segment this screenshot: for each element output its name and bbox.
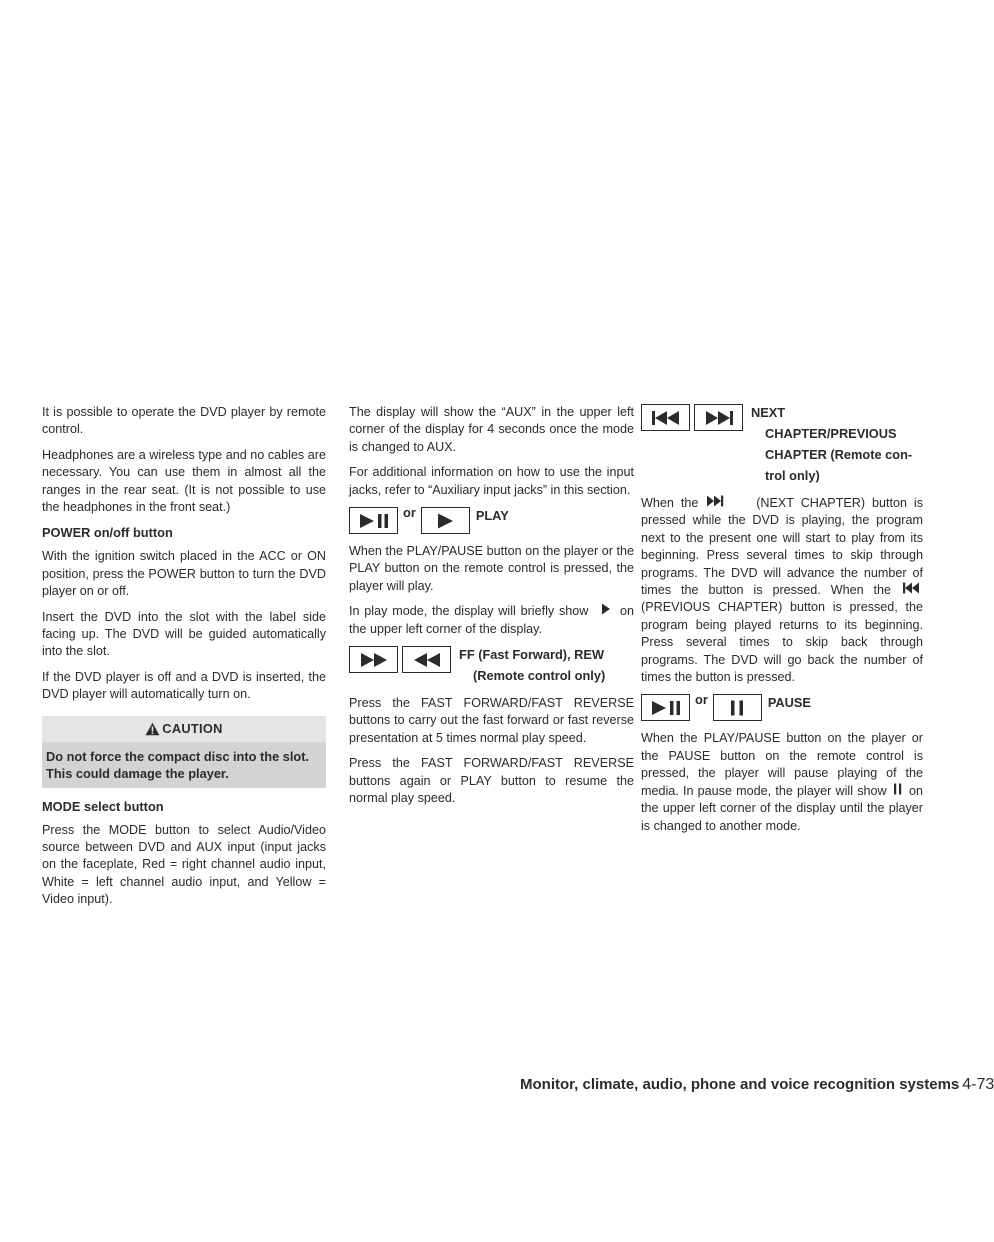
paragraph: With the ignition switch placed in the ACC or ON position, press the POWER button to turn the DVD player on or off. <box>42 549 326 599</box>
play-pause-button-graphic <box>641 694 690 721</box>
play-button-graphic <box>421 507 470 534</box>
next-chapter-button-graphic <box>694 404 743 431</box>
text-span: In play mode, the display will briefly show <box>349 604 589 619</box>
pause-label: PAUSE <box>767 695 811 711</box>
paragraph: If the DVD player is off and a DVD is inserted, the DVD player will automatically turn on. <box>42 669 326 702</box>
text-span: on the upper left corner of the display until the player is changed to another mode. <box>641 783 923 833</box>
text-span: (PREVIOUS CHAPTER) button is pressed, the program being played returns to its beginning. Press several times to skip back through programs. The DVD will go back the number of times the button is pressed. <box>641 600 923 685</box>
paragraph: For additional information on how to use the input jacks, refer to “Auxiliary input jacks” in this section. <box>349 465 634 497</box>
play-icon <box>593 603 615 615</box>
paragraph: The display will show the “AUX” in the upper left corner of the display for 4 seconds once the mode is changed to AUX. <box>349 405 634 454</box>
section-heading-mode: MODE select button <box>42 798 164 814</box>
text-span: When the <box>641 496 699 510</box>
caution-title: CAUTION <box>162 721 223 737</box>
previous-chapter-icon <box>901 582 923 594</box>
caution-header <box>42 716 326 742</box>
paragraph <box>641 495 923 686</box>
or-text: or <box>695 692 708 708</box>
column-3 <box>641 404 923 843</box>
section-heading-power: POWER on/off button <box>42 525 173 541</box>
pause-button-graphic <box>713 694 762 721</box>
play-icon <box>435 512 455 530</box>
label-line: CHAPTER/PREVIOUS <box>765 426 897 441</box>
caution-text: Do not force the compact disc into the slot. This could damage the player. <box>42 742 326 788</box>
pause-button-row <box>641 694 923 721</box>
text-span: When the PLAY/PAUSE button on the player or the PAUSE button on the remote control is pressed, the player will pause playing of the media. In pause mode, the player will show <box>641 731 923 798</box>
paragraph: Headphones are a wireless type and no cables are necessary. You can use them in almost all the ranges in the rear seat. (It is not possible to use the headphones in the front seat.) <box>42 447 326 515</box>
rewind-button-graphic <box>402 646 451 673</box>
text-span: on the upper left corner of the display. <box>349 604 635 636</box>
paragraph: It is possible to operate the DVD player by remote control. <box>42 405 326 437</box>
previous-chapter-button-graphic <box>641 404 690 431</box>
section-title: Monitor, climate, audio, phone and voice recognition systems <box>520 1076 960 1093</box>
rewind-icon <box>412 652 442 668</box>
chapter-button-row <box>641 404 923 486</box>
page-footer <box>520 1076 994 1094</box>
paragraph <box>641 730 923 834</box>
play-pause-icon <box>649 699 683 717</box>
label-line: FF (Fast Forward), REW <box>459 647 605 663</box>
next-chapter-icon <box>705 495 749 507</box>
fast-forward-icon <box>359 652 389 668</box>
fast-forward-button-graphic <box>349 646 398 673</box>
play-pause-icon <box>357 512 391 530</box>
previous-chapter-icon <box>650 410 682 426</box>
label-line: trol only) <box>765 468 820 483</box>
label-line: (Remote control only) <box>473 668 606 684</box>
paragraph: Press the MODE button to select Audio/Video source between DVD and AUX input (input jacks on the faceplate, Red = right channel audio input, White = left channel audio input, and Yellow = Video input). <box>42 822 326 907</box>
play-label: PLAY <box>475 508 509 524</box>
warning-triangle-icon <box>145 722 160 736</box>
column-2 <box>349 404 634 816</box>
page-number: 4-73 <box>962 1076 994 1093</box>
next-chapter-icon <box>703 410 735 426</box>
play-button-row <box>349 507 634 534</box>
paragraph: Press the FAST FORWARD/FAST REVERSE buttons again or PLAY button to resume the normal play speed. <box>349 756 634 806</box>
or-text: or <box>403 505 416 521</box>
column-1 <box>42 404 326 917</box>
pause-icon <box>727 699 747 717</box>
paragraph <box>349 603 634 638</box>
play-pause-button-graphic <box>349 507 398 534</box>
paragraph: Insert the DVD into the slot with the label side facing up. The DVD will be guided automatically into the slot. <box>42 609 326 659</box>
pause-icon <box>891 783 905 795</box>
text-span: (NEXT CHAPTER) button is pressed while the DVD is playing, the program next to the present one will start to play from its beginning. Press several times to skip through programs. The DVD will advance the number of times the button is pressed. When the <box>641 496 924 598</box>
ff-rew-label <box>459 644 605 686</box>
paragraph: When the PLAY/PAUSE button on the player or the PLAY button on the remote control is pressed, the player will play. <box>349 544 634 593</box>
paragraph: Press the FAST FORWARD/FAST REVERSE buttons to carry out the fast forward or fast reverse presentation at 5 times normal play speed. <box>349 696 634 745</box>
label-line: NEXT <box>751 405 786 420</box>
ff-rew-button-row <box>349 646 634 686</box>
label-line: CHAPTER (Remote con- <box>765 447 913 462</box>
chapter-label <box>751 402 912 486</box>
